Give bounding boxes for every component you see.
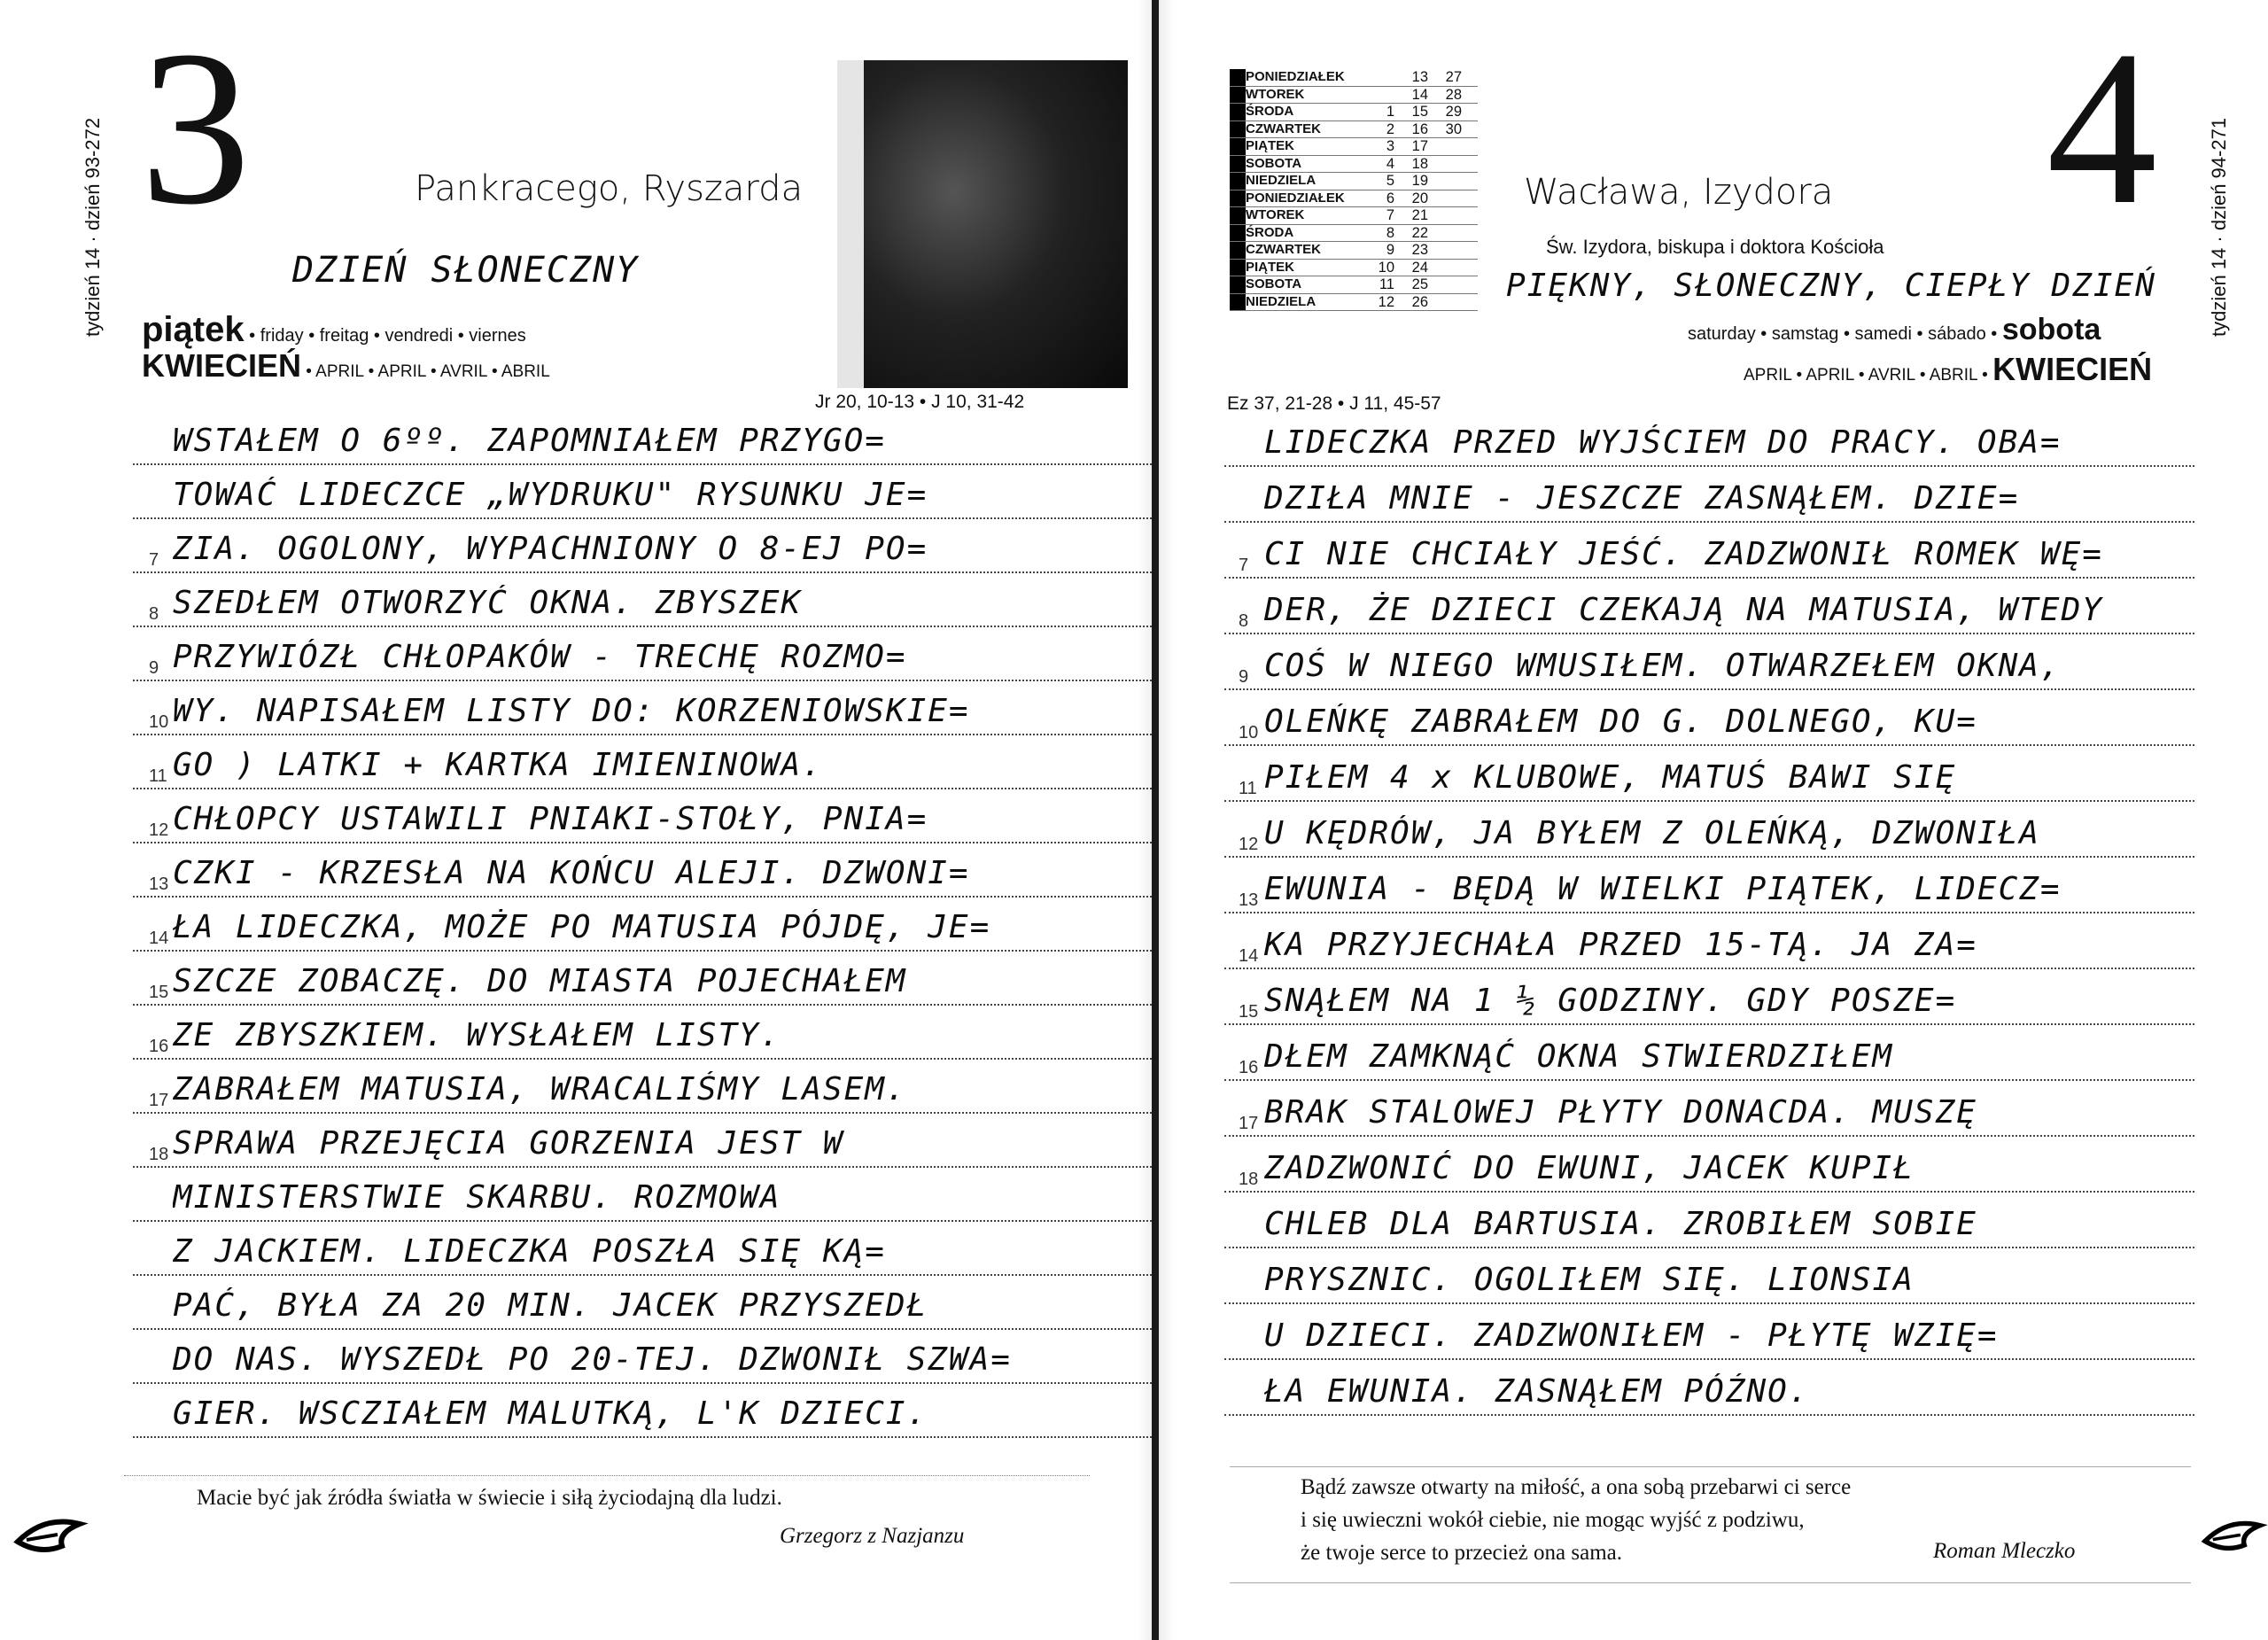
left-author: Grzegorz z Nazjanzu bbox=[780, 1524, 965, 1548]
handwritten-line: PRYSZNIC. OGOLIŁEM SIĘ. LIONSIA bbox=[1264, 1262, 1915, 1298]
calendar-cell-b: 18 bbox=[1411, 155, 1428, 172]
hour-label: 17 bbox=[149, 1091, 169, 1110]
left-day-pl: piątek bbox=[142, 310, 245, 349]
calendar-cell-b: 15 bbox=[1411, 104, 1428, 120]
handwritten-line: DO NAS. WYSZEDŁ PO 20-TEJ. DZWONIŁ SZWA= bbox=[173, 1341, 1012, 1378]
calendar-cell-c bbox=[1428, 190, 1462, 207]
calendar-row bbox=[1230, 87, 1478, 105]
right-day-foreign: saturday • samstag • samedi • sábado • bbox=[1688, 324, 1998, 344]
hour-label: 12 bbox=[149, 820, 169, 840]
hour-label: 12 bbox=[1239, 835, 1259, 854]
right-reading: Ez 37, 21-28 • J 11, 45-57 bbox=[1227, 393, 1441, 414]
handwritten-line: GIER. WSCZIAŁEM MALUTKĄ, L'K DZIECI. bbox=[173, 1395, 928, 1432]
calendar-cell-c: 30 bbox=[1445, 120, 1462, 137]
handwritten-line: ŁA EWUNIA. ZASNĄŁEM PÓŹNO. bbox=[1264, 1373, 1810, 1410]
ruled-line bbox=[1224, 1302, 2194, 1304]
calendar-row bbox=[1230, 156, 1478, 174]
right-week-label: tydzień 14 · dzień 94-271 bbox=[2208, 117, 2230, 337]
ruled-line bbox=[133, 463, 1152, 465]
left-handwritten-title: DZIEŃ SŁONECZNY bbox=[292, 250, 640, 291]
handwritten-line: PAĆ, BYŁA ZA 20 MIN. JACEK PRZYSZEDŁ bbox=[173, 1287, 928, 1324]
ruled-line bbox=[1224, 744, 2194, 746]
hour-label: 18 bbox=[1239, 1170, 1259, 1189]
ruled-line bbox=[1224, 800, 2194, 802]
calendar-cell-b: 26 bbox=[1411, 293, 1428, 310]
ruled-line bbox=[133, 1220, 1152, 1222]
left-photo bbox=[837, 60, 1128, 388]
left-week-label: tydzień 14 · dzień 93-272 bbox=[82, 117, 104, 337]
ruled-line bbox=[133, 1382, 1152, 1384]
calendar-cell-b: 24 bbox=[1411, 259, 1428, 276]
calendar-cell-c bbox=[1428, 242, 1462, 259]
hour-label: 14 bbox=[149, 929, 169, 948]
handwritten-line: U KĘDRÓW, JA BYŁEM Z OLEŃKĄ, DZWONIŁA bbox=[1264, 815, 2040, 851]
left-quote: Macie być jak źródła światła w świecie i siłą życiodajną dla ludzi. bbox=[197, 1486, 782, 1510]
hour-label: 7 bbox=[149, 550, 159, 570]
left-month-line bbox=[142, 347, 550, 385]
ruled-line bbox=[133, 1328, 1152, 1330]
right-subtitle: Św. Izydora, biskupa i doktora Kościoła bbox=[1546, 236, 1884, 258]
calendar-cell-b: 14 bbox=[1411, 86, 1428, 103]
calendar-cell-day: ŚRODA bbox=[1230, 104, 1370, 120]
right-names: Wacława, Izydora bbox=[1524, 172, 1834, 213]
calendar-cell-c bbox=[1428, 138, 1462, 155]
hour-label: 8 bbox=[149, 604, 159, 624]
handwritten-line: ŁA LIDECZKA, MOŻE PO MATUSIA PÓJDĘ, JE= bbox=[173, 909, 991, 945]
ruled-line bbox=[133, 517, 1152, 519]
handwritten-line: EWUNIA - BĘDĄ W WIELKI PIĄTEK, LIDECZ= bbox=[1264, 871, 2062, 907]
handwritten-line: ZE ZBYSZKIEM. WYSŁAŁEM LISTY. bbox=[173, 1017, 781, 1053]
calendar-cell-c bbox=[1428, 260, 1462, 276]
ruled-line bbox=[1224, 1023, 2194, 1025]
right-month-foreign: APRIL • APRIL • AVRIL • ABRIL • bbox=[1744, 366, 1988, 385]
ruled-line bbox=[133, 1274, 1152, 1276]
calendar-cell-a: 9 bbox=[1386, 242, 1394, 258]
calendar-cell-a bbox=[1370, 87, 1394, 104]
calendar-cell-a: 4 bbox=[1386, 155, 1394, 172]
hour-label: 16 bbox=[1239, 1058, 1259, 1077]
calendar-cell-b: 20 bbox=[1411, 190, 1428, 206]
calendar-cell-day: NIEDZIELA bbox=[1230, 173, 1370, 190]
hour-label: 15 bbox=[1239, 1002, 1259, 1022]
ruled-line bbox=[1224, 912, 2194, 913]
handwritten-line: DŁEM ZAMKNĄĆ OKNA STWIERDZIŁEM bbox=[1264, 1038, 1894, 1075]
ruled-line bbox=[1224, 465, 2194, 467]
handwritten-line: COŚ W NIEGO WMUSIŁEM. OTWARZEŁEM OKNA, bbox=[1264, 648, 2062, 684]
handwritten-line: DZIŁA MNIE - JESZCZE ZASNĄŁEM. DZIE= bbox=[1264, 480, 2020, 517]
right-day-number: 4 bbox=[2047, 5, 2157, 251]
handwritten-line: CI NIE CHCIAŁY JEŚĆ. ZADZWONIŁ ROMEK WĘ= bbox=[1264, 536, 2103, 572]
calendar-cell-b: 17 bbox=[1411, 138, 1428, 154]
calendar-row bbox=[1230, 69, 1478, 87]
handwritten-line: ZABRAŁEM MATUSIA, WRACALIŚMY LASEM. bbox=[173, 1071, 907, 1108]
handwritten-line: TOWAĆ LIDECZCE „WYDRUKU" RYSUNKU JE= bbox=[173, 477, 928, 513]
calendar-cell-day: PONIEDZIAŁEK bbox=[1230, 190, 1370, 207]
calendar-cell-c bbox=[1428, 276, 1462, 293]
right-author: Roman Mleczko bbox=[1933, 1539, 2076, 1563]
calendar-cell-a: 5 bbox=[1386, 173, 1394, 189]
handwritten-line: OLEŃKĘ ZABRAŁEM DO G. DOLNEGO, KU= bbox=[1264, 703, 1977, 740]
ruled-line bbox=[1224, 633, 2194, 634]
ruled-line bbox=[1224, 1358, 2194, 1360]
ruled-line bbox=[133, 788, 1152, 789]
handwritten-line: LIDECZKA PRZED WYJŚCIEM DO PRACY. OBA= bbox=[1264, 424, 2062, 461]
handwritten-line: SPRAWA PRZEJĘCIA GORZENIA JEST W bbox=[173, 1125, 844, 1162]
right-day-pl: sobota bbox=[2001, 313, 2101, 346]
ruled-line bbox=[133, 896, 1152, 898]
hour-label: 15 bbox=[149, 983, 169, 1002]
hour-label: 17 bbox=[1239, 1114, 1259, 1133]
left-day-line bbox=[142, 310, 526, 350]
handwritten-line: PIŁEM 4 x KLUBOWE, MATUŚ BAWI SIĘ bbox=[1264, 759, 1957, 796]
hour-label: 7 bbox=[1239, 556, 1249, 575]
ruled-line bbox=[133, 1112, 1152, 1114]
right-month-pl: KWIECIEŃ bbox=[1992, 351, 2153, 387]
publisher-logo-icon bbox=[9, 1506, 89, 1568]
calendar-cell-day: PIĄTEK bbox=[1230, 138, 1370, 155]
ruled-line bbox=[133, 950, 1152, 952]
left-names: Pankracego, Ryszarda bbox=[415, 168, 804, 209]
calendar-cell-a: 2 bbox=[1386, 120, 1394, 137]
left-day-foreign: • friday • freitag • vendredi • viernes bbox=[249, 326, 526, 346]
right-day-line bbox=[1688, 313, 2101, 347]
calendar-row bbox=[1230, 276, 1478, 294]
handwritten-line: CHLEB DLA BARTUSIA. ZROBIŁEM SOBIE bbox=[1264, 1206, 1977, 1242]
calendar-cell-b: 22 bbox=[1411, 224, 1428, 241]
ruled-line bbox=[1224, 1135, 2194, 1137]
left-day-number: 3 bbox=[140, 5, 251, 251]
calendar-cell-day: PIĄTEK bbox=[1230, 260, 1370, 276]
ruled-line bbox=[133, 734, 1152, 735]
handwritten-line: PRZYWIÓZŁ CHŁOPAKÓW - TRECHĘ ROZMO= bbox=[173, 639, 907, 675]
ruled-line bbox=[133, 1004, 1152, 1006]
calendar-cell-day: WTOREK bbox=[1230, 87, 1370, 104]
calendar-cell-b: 19 bbox=[1411, 173, 1428, 189]
calendar-cell-day: CZWARTEK bbox=[1230, 121, 1370, 138]
calendar-row bbox=[1230, 207, 1478, 225]
ruled-line bbox=[1224, 1079, 2194, 1081]
handwritten-line: WSTAŁEM O 6ºº. ZAPOMNIAŁEM PRZYGO= bbox=[173, 423, 886, 459]
handwritten-line: ZADZWONIĆ DO EWUNI, JACEK KUPIŁ bbox=[1264, 1150, 1915, 1186]
ruled-line bbox=[133, 1166, 1152, 1168]
calendar-cell-b: 25 bbox=[1411, 276, 1428, 292]
right-quote bbox=[1301, 1471, 1851, 1569]
calendar-cell-day: ŚRODA bbox=[1230, 225, 1370, 242]
right-quote-line: że twoje serce to przecież ona sama. bbox=[1301, 1541, 1622, 1565]
calendar-row bbox=[1230, 225, 1478, 243]
handwritten-line: SNĄŁEM NA 1 ½ GODZINY. GDY POSZE= bbox=[1264, 983, 1957, 1019]
calendar-row bbox=[1230, 173, 1478, 190]
calendar-cell-c bbox=[1428, 156, 1462, 173]
ruled-line bbox=[1224, 521, 2194, 523]
right-quote-line: Bądź zawsze otwarty na miłość, a ona sobą przebarwi ci serce bbox=[1301, 1475, 1852, 1499]
calendar-cell-b: 21 bbox=[1411, 207, 1428, 223]
handwritten-line: CZKI - KRZESŁA NA KOŃCU ALEJI. DZWONI= bbox=[173, 855, 970, 891]
ruled-line bbox=[1224, 688, 2194, 690]
handwritten-line: WY. NAPISAŁEM LISTY DO: KORZENIOWSKIE= bbox=[173, 693, 970, 729]
publisher-logo-icon bbox=[2197, 1506, 2268, 1568]
calendar-cell-c: 28 bbox=[1445, 86, 1462, 103]
ruled-line bbox=[1224, 1191, 2194, 1193]
ruled-line bbox=[1224, 577, 2194, 579]
calendar-cell-c bbox=[1428, 207, 1462, 224]
ruled-line bbox=[133, 680, 1152, 681]
hour-label: 10 bbox=[1239, 723, 1259, 742]
hour-label: 14 bbox=[1239, 946, 1259, 966]
handwritten-line: Z JACKIEM. LIDECZKA POSZŁA SIĘ KĄ= bbox=[173, 1233, 886, 1270]
calendar-row bbox=[1230, 260, 1478, 277]
calendar-cell-c bbox=[1428, 294, 1462, 311]
hour-label: 16 bbox=[149, 1037, 169, 1056]
calendar-cell-day: WTOREK bbox=[1230, 207, 1370, 224]
calendar-cell-a: 1 bbox=[1386, 104, 1394, 120]
calendar-cell-a: 10 bbox=[1378, 259, 1394, 276]
calendar-cell-day: PONIEDZIAŁEK bbox=[1230, 69, 1370, 86]
book-spine bbox=[1152, 0, 1159, 1640]
hour-label: 13 bbox=[1239, 890, 1259, 910]
calendar-cell-c bbox=[1428, 173, 1462, 190]
calendar-cell-day: CZWARTEK bbox=[1230, 242, 1370, 259]
handwritten-line: SZCZE ZOBACZĘ. DO MIASTA POJECHAŁEM bbox=[173, 963, 907, 999]
ruled-line bbox=[133, 626, 1152, 627]
ruled-line bbox=[133, 571, 1152, 573]
ruled-line bbox=[1224, 968, 2194, 969]
calendar-cell-b: 13 bbox=[1411, 69, 1428, 85]
handwritten-line: U DZIECI. ZADZWONIŁEM - PŁYTĘ WZIĘ= bbox=[1264, 1317, 1999, 1354]
hour-label: 8 bbox=[1239, 611, 1249, 631]
handwritten-line: MINISTERSTWIE SKARBU. ROZMOWA bbox=[173, 1179, 781, 1216]
calendar-cell-a: 12 bbox=[1378, 293, 1394, 310]
calendar-cell-b: 16 bbox=[1411, 120, 1428, 137]
mini-calendar bbox=[1230, 69, 1478, 311]
calendar-cell-a: 11 bbox=[1379, 276, 1394, 292]
right-handwritten-title: PIĘKNY, SŁONECZNY, CIEPŁY DZIEŃ bbox=[1506, 268, 2156, 304]
calendar-row bbox=[1230, 294, 1478, 312]
handwritten-line: KA PRZYJECHAŁA PRZED 15-TĄ. JA ZA= bbox=[1264, 927, 1977, 963]
hour-label: 11 bbox=[1239, 779, 1257, 798]
handwritten-line: DER, ŻE DZIECI CZEKAJĄ NA MATUSIA, WTEDY bbox=[1264, 592, 2103, 628]
calendar-cell-a bbox=[1370, 69, 1394, 86]
calendar-row bbox=[1230, 242, 1478, 260]
calendar-cell-day: SOBOTA bbox=[1230, 276, 1370, 293]
left-month-pl: KWIECIEŃ bbox=[142, 347, 301, 384]
hour-label: 13 bbox=[149, 874, 169, 894]
calendar-row bbox=[1230, 121, 1478, 139]
left-reading: Jr 20, 10-13 • J 10, 31-42 bbox=[815, 392, 1025, 412]
hour-label: 9 bbox=[149, 658, 159, 678]
handwritten-line: ZIA. OGOLONY, WYPACHNIONY O 8-EJ PO= bbox=[173, 531, 928, 567]
right-month-line bbox=[1744, 351, 2152, 388]
calendar-cell-c: 29 bbox=[1445, 104, 1462, 120]
ruled-line bbox=[1224, 1414, 2194, 1416]
calendar-cell-day: NIEDZIELA bbox=[1230, 294, 1370, 311]
calendar-row bbox=[1230, 138, 1478, 156]
calendar-cell-a: 8 bbox=[1386, 224, 1394, 241]
hour-label: 18 bbox=[149, 1145, 169, 1164]
calendar-cell-b: 23 bbox=[1411, 242, 1428, 258]
calendar-row bbox=[1230, 104, 1478, 121]
handwritten-line: SZEDŁEM OTWORZYĆ OKNA. ZBYSZEK bbox=[173, 585, 803, 621]
hour-label: 9 bbox=[1239, 667, 1249, 687]
calendar-cell-day: SOBOTA bbox=[1230, 156, 1370, 173]
hour-label: 11 bbox=[149, 766, 167, 786]
calendar-cell-c: 27 bbox=[1445, 69, 1462, 85]
ruled-line bbox=[133, 1058, 1152, 1060]
calendar-cell-a: 3 bbox=[1386, 138, 1394, 154]
handwritten-line: BRAK STALOWEJ PŁYTY DONACDA. MUSZĘ bbox=[1264, 1094, 1977, 1131]
handwritten-line: GO ) LATKI + KARTKA IMIENINOWA. bbox=[173, 747, 823, 783]
ruled-line bbox=[133, 842, 1152, 843]
ruled-line bbox=[1224, 856, 2194, 858]
right-quote-line: i się uwieczni wokół ciebie, nie mogąc wyjść z podziwu, bbox=[1301, 1508, 1805, 1532]
left-month-foreign: • APRIL • APRIL • AVRIL • ABRIL bbox=[306, 362, 550, 381]
ruled-line bbox=[133, 1436, 1152, 1438]
handwritten-line: CHŁOPCY USTAWILI PNIAKI-STOŁY, PNIA= bbox=[173, 801, 928, 837]
hour-label: 10 bbox=[149, 712, 169, 732]
calendar-cell-a: 6 bbox=[1386, 190, 1394, 206]
calendar-row bbox=[1230, 190, 1478, 208]
calendar-cell-c bbox=[1428, 225, 1462, 242]
ruled-line bbox=[1224, 1247, 2194, 1248]
calendar-cell-a: 7 bbox=[1386, 207, 1394, 223]
